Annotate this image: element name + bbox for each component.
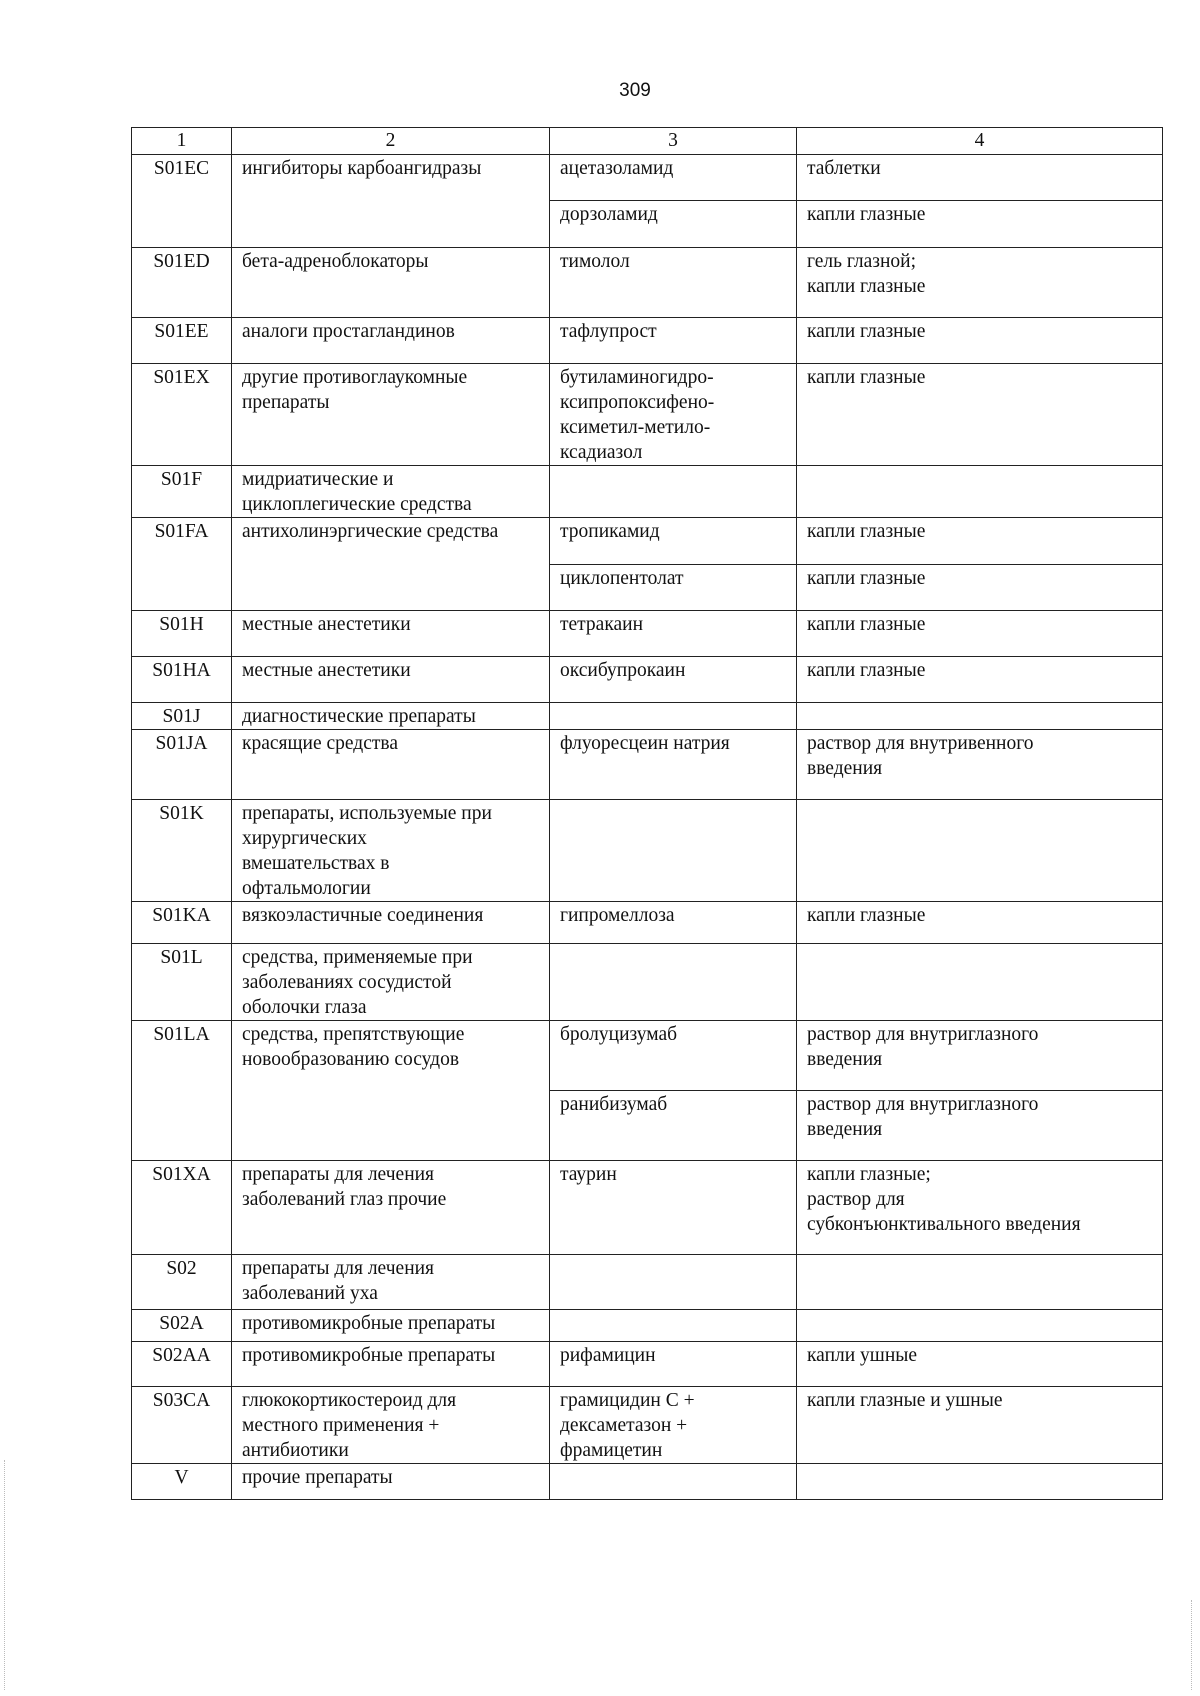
atc-code-cell (132, 1161, 232, 1255)
table-header-row (132, 128, 1163, 155)
table-row (132, 730, 1163, 800)
group-cell-text: мидриатические и циклоплегические средства (242, 469, 472, 515)
drug-cell (550, 800, 797, 902)
atc-code-cell (132, 800, 232, 902)
dosage-form-cell (797, 902, 1163, 944)
dosage-form-cell (797, 944, 1163, 1021)
drug-cell (550, 201, 797, 248)
table-row (132, 657, 1163, 703)
drug-cell-text: дорзоламид (560, 204, 658, 225)
group-cell (232, 703, 550, 730)
group-cell-text: антихолинэргические средства (242, 521, 499, 542)
atc-code-cell (132, 1387, 232, 1464)
drug-cell (550, 518, 797, 565)
group-cell (232, 364, 550, 466)
drug-cell (550, 902, 797, 944)
atc-code-cell (132, 364, 232, 466)
table-row (132, 248, 1163, 318)
drug-cell-text: флуоресцеин натрия (560, 733, 730, 754)
table-row (132, 611, 1163, 657)
dosage-form-cell-text: капли глазные (807, 204, 926, 225)
group-cell-text: ингибиторы карбоангидразы (242, 158, 482, 179)
table-row (132, 1021, 1163, 1091)
dosage-form-cell (797, 518, 1163, 565)
group-cell-text: местные анестетики (242, 614, 411, 635)
table-row (132, 944, 1163, 1021)
atc-code-cell (132, 902, 232, 944)
atc-code-cell (132, 657, 232, 703)
drug-cell-text: тимолол (560, 251, 630, 272)
group-cell-text: средства, применяемые при заболеваниях сосудистой оболочки глаза (242, 947, 473, 1018)
dosage-form-cell (797, 155, 1163, 201)
group-cell-text: аналоги простагландинов (242, 321, 455, 342)
drug-cell (550, 944, 797, 1021)
drug-cell (550, 1021, 797, 1091)
dosage-form-cell (797, 201, 1163, 248)
drug-cell (550, 1310, 797, 1342)
drug-cell (550, 1161, 797, 1255)
group-cell-text: препараты для лечения заболеваний уха (242, 1258, 435, 1304)
group-cell (232, 1387, 550, 1464)
group-cell-text: прочие препараты (242, 1467, 393, 1488)
group-cell (232, 1255, 550, 1310)
group-cell-text: средства, препятствующие новообразованию сосудов (242, 1024, 465, 1070)
dosage-form-cell (797, 1161, 1163, 1255)
atc-code-cell (132, 318, 232, 364)
drug-cell-text: таурин (560, 1164, 617, 1185)
table-row (132, 800, 1163, 902)
group-cell (232, 611, 550, 657)
atc-code-cell (132, 1310, 232, 1342)
table-row (132, 364, 1163, 466)
group-cell (232, 657, 550, 703)
atc-code-cell-text: S01EX (153, 367, 210, 388)
drug-cell-text: грамицидин С + дексаметазон + фрамицетин (560, 1390, 695, 1461)
group-cell (232, 518, 550, 611)
atc-code-cell (132, 155, 232, 248)
table-row (132, 902, 1163, 944)
drug-cell-text: циклопентолат (560, 568, 684, 589)
atc-code-cell-text: S02AA (152, 1345, 211, 1366)
drug-cell-text: оксибупрокаин (560, 660, 686, 681)
group-cell (232, 466, 550, 518)
dosage-form-cell-text: капли глазные; раствор для субконъюнктивального введения (807, 1164, 1081, 1235)
scan-artifact (1191, 1600, 1194, 1690)
atc-code-cell-text: S01JA (155, 733, 208, 754)
drug-cell-text: тетракаин (560, 614, 644, 635)
dosage-form-cell-text: капли глазные (807, 614, 926, 635)
atc-code-cell-text: S01J (162, 706, 201, 727)
drug-cell-text: бутиламиногидро- ксипропоксифено- ксиметил-метило- ксадиазол (560, 367, 715, 463)
dosage-form-cell-text: капли глазные и ушные (807, 1390, 1003, 1411)
atc-code-cell-text: S01ED (153, 251, 210, 272)
atc-code-cell-text: S02A (159, 1313, 204, 1334)
dosage-form-cell-text: раствор для внутриглазного введения (807, 1024, 1039, 1070)
dosage-form-cell (797, 248, 1163, 318)
drug-cell (550, 318, 797, 364)
dosage-form-cell (797, 1464, 1163, 1500)
dosage-form-cell-text: таблетки (807, 158, 881, 179)
atc-code-cell-text: S01F (160, 469, 203, 490)
atc-code-cell (132, 1342, 232, 1387)
group-cell (232, 944, 550, 1021)
group-cell-text: другие противоглаукомные препараты (242, 367, 468, 413)
dosage-form-cell-text: капли глазные (807, 905, 926, 926)
table-row (132, 318, 1163, 364)
table-row (132, 518, 1163, 565)
atc-code-cell (132, 1021, 232, 1161)
dosage-form-cell (797, 1342, 1163, 1387)
dosage-form-cell-text: капли глазные (807, 321, 926, 342)
dosage-form-cell (797, 730, 1163, 800)
group-cell (232, 1342, 550, 1387)
group-cell-text: противомикробные препараты (242, 1313, 496, 1334)
atc-code-cell-text: V (174, 1467, 189, 1488)
dosage-form-cell (797, 1091, 1163, 1161)
drug-classification-table (131, 127, 1163, 1500)
table-row (132, 155, 1163, 201)
group-cell (232, 1464, 550, 1500)
drug-cell (550, 1464, 797, 1500)
atc-code-cell-text: S01EC (153, 158, 210, 179)
atc-code-cell-text: S01EE (154, 321, 209, 342)
atc-code-cell-text: S01KA (152, 905, 211, 926)
drug-cell (550, 1255, 797, 1310)
dosage-form-cell-text: гель глазной; капли глазные (807, 251, 926, 297)
column-header: 2 (232, 128, 550, 155)
atc-code-cell-text: S01HA (152, 660, 211, 681)
atc-code-cell (132, 944, 232, 1021)
atc-code-cell-text: S01H (159, 614, 204, 635)
scan-artifact (4, 1460, 7, 1690)
table-row (132, 703, 1163, 730)
group-cell-text: вязкоэластичные соединения (242, 905, 484, 926)
group-cell-text: диагностические препараты (242, 706, 476, 727)
atc-code-cell (132, 611, 232, 657)
atc-code-cell-text: S01FA (154, 521, 209, 542)
drug-cell (550, 155, 797, 201)
drug-cell-text: ранибизумаб (560, 1094, 668, 1115)
dosage-form-cell-text: раствор для внутриглазного введения (807, 1094, 1039, 1140)
atc-code-cell (132, 703, 232, 730)
drug-cell (550, 1342, 797, 1387)
drug-cell (550, 730, 797, 800)
drug-cell (550, 1091, 797, 1161)
drug-cell-text: тропикамид (560, 521, 660, 542)
dosage-form-cell (797, 364, 1163, 466)
drug-cell-text: ацетазоламид (560, 158, 674, 179)
atc-code-cell-text: S01K (159, 803, 204, 824)
group-cell (232, 902, 550, 944)
drug-cell-text: гипромеллоза (560, 905, 675, 926)
dosage-form-cell-text: капли глазные (807, 660, 926, 681)
drug-cell-text: тафлупрост (560, 321, 657, 342)
dosage-form-cell (797, 800, 1163, 902)
group-cell (232, 318, 550, 364)
group-cell-text: местные анестетики (242, 660, 411, 681)
group-cell (232, 248, 550, 318)
group-cell (232, 155, 550, 248)
dosage-form-cell (797, 703, 1163, 730)
drug-cell (550, 364, 797, 466)
dosage-form-cell (797, 1387, 1163, 1464)
dosage-form-cell-text: капли глазные (807, 521, 926, 542)
drug-cell (550, 703, 797, 730)
column-header: 1 (132, 128, 232, 155)
atc-code-cell (132, 518, 232, 611)
group-cell (232, 800, 550, 902)
atc-code-cell-text: S03CA (152, 1390, 211, 1411)
group-cell (232, 1161, 550, 1255)
atc-code-cell (132, 1464, 232, 1500)
atc-code-cell-text: S02 (166, 1258, 197, 1279)
dosage-form-cell (797, 466, 1163, 518)
column-header: 3 (550, 128, 797, 155)
drug-cell (550, 565, 797, 611)
column-header: 4 (797, 128, 1163, 155)
drug-cell-text: бролуцизумаб (560, 1024, 678, 1045)
dosage-form-cell (797, 1021, 1163, 1091)
atc-code-cell (132, 1255, 232, 1310)
dosage-form-cell (797, 318, 1163, 364)
drug-cell (550, 611, 797, 657)
atc-code-cell (132, 248, 232, 318)
table-row (132, 1161, 1163, 1255)
group-cell-text: противомикробные препараты (242, 1345, 496, 1366)
table-row (132, 1342, 1163, 1387)
atc-code-cell-text: S01LA (153, 1024, 210, 1045)
dosage-form-cell-text: капли глазные (807, 568, 926, 589)
drug-cell (550, 657, 797, 703)
atc-code-cell (132, 466, 232, 518)
dosage-form-cell (797, 611, 1163, 657)
group-cell-text: бета-адреноблокаторы (242, 251, 429, 272)
dosage-form-cell (797, 1255, 1163, 1310)
group-cell (232, 730, 550, 800)
group-cell-text: препараты для лечения заболеваний глаз прочие (242, 1164, 447, 1210)
dosage-form-cell-text: капли ушные (807, 1345, 918, 1366)
table-row (132, 466, 1163, 518)
drug-cell (550, 466, 797, 518)
group-cell-text: препараты, используемые при хирургических вмешательствах в офтальмологии (242, 803, 492, 899)
group-cell (232, 1021, 550, 1161)
table-row (132, 1387, 1163, 1464)
atc-code-cell (132, 730, 232, 800)
table-row (132, 1464, 1163, 1500)
dosage-form-cell (797, 1310, 1163, 1342)
drug-cell (550, 248, 797, 318)
table-row (132, 1255, 1163, 1310)
group-cell-text: красящие средства (242, 733, 398, 754)
dosage-form-cell (797, 657, 1163, 703)
drug-cell (550, 1387, 797, 1464)
dosage-form-cell-text: раствор для внутривенного введения (807, 733, 1034, 779)
atc-code-cell-text: S01XA (152, 1164, 211, 1185)
atc-code-cell-text: S01L (160, 947, 203, 968)
page-number: 309 (619, 80, 651, 101)
dosage-form-cell (797, 565, 1163, 611)
dosage-form-cell-text: капли глазные (807, 367, 926, 388)
drug-cell-text: рифамицин (560, 1345, 656, 1366)
group-cell (232, 1310, 550, 1342)
group-cell-text: глюкокортикостероид для местного применения + антибиотики (242, 1390, 457, 1461)
table-row (132, 1310, 1163, 1342)
